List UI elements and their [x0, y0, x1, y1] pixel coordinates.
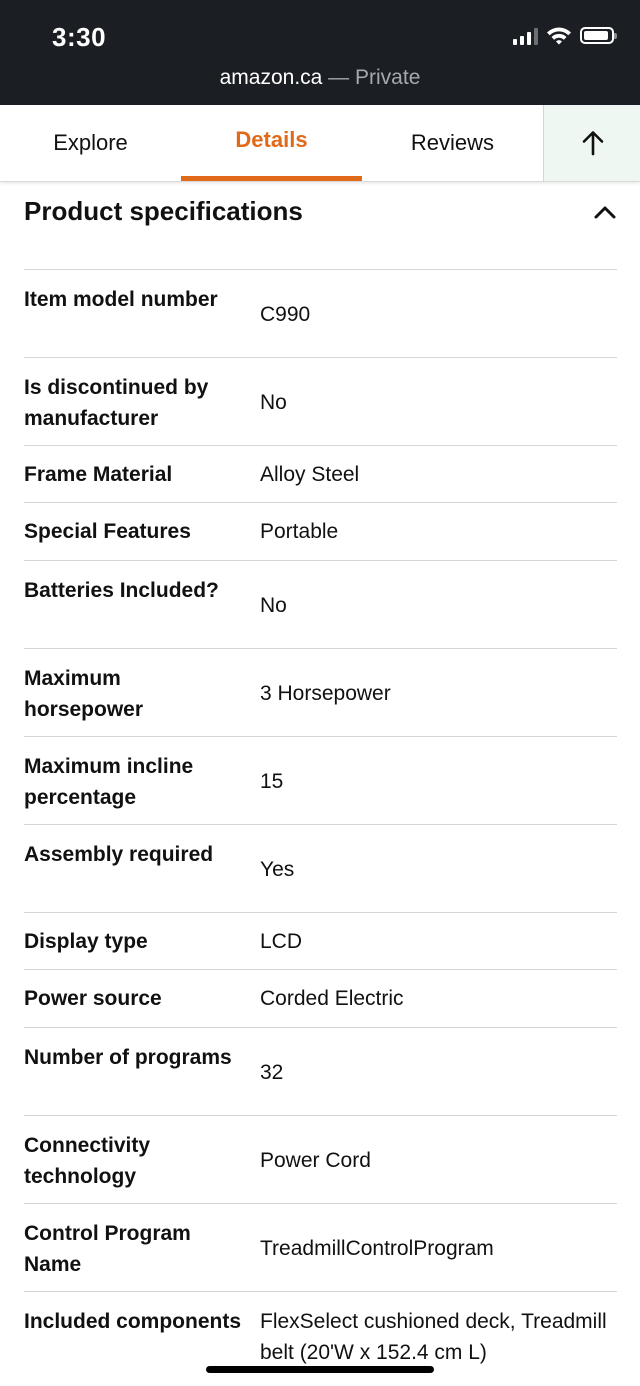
- details-tab-bar: [0, 105, 640, 182]
- scroll-to-top-button[interactable]: [543, 105, 640, 181]
- spec-value: Yes: [260, 858, 295, 881]
- home-indicator: [206, 1366, 434, 1373]
- spec-name: Maximum horsepower: [24, 667, 144, 721]
- spec-value: Power Cord: [260, 1149, 371, 1172]
- url-host: amazon.ca: [219, 66, 323, 89]
- tab-details-label: Details: [235, 127, 308, 152]
- spec-row: [24, 648, 617, 736]
- spec-name: Included components: [24, 1310, 242, 1333]
- url-separator: —: [322, 66, 356, 89]
- spec-name: Special Features: [24, 520, 191, 543]
- status-icons: [513, 26, 614, 45]
- spec-value: Portable: [260, 520, 339, 543]
- spec-row: [24, 502, 617, 560]
- chevron-up-icon[interactable]: [593, 203, 617, 221]
- spec-name: Assembly required: [24, 843, 214, 866]
- battery-icon: [580, 27, 614, 44]
- spec-name: Is discontinued by manufacturer: [24, 376, 209, 430]
- spec-value: Alloy Steel: [260, 463, 360, 486]
- spec-name: Control Program Name: [24, 1222, 191, 1276]
- spec-name: Batteries Included?: [24, 579, 219, 602]
- spec-name: Number of programs: [24, 1046, 232, 1069]
- spec-value: No: [260, 391, 287, 414]
- spec-value: No: [260, 594, 287, 617]
- spec-row: [24, 1027, 617, 1115]
- spec-row: [24, 912, 617, 969]
- spec-value: Corded Electric: [260, 987, 404, 1010]
- spec-name: Display type: [24, 930, 148, 953]
- spec-row: [24, 969, 617, 1027]
- url-line[interactable]: [0, 66, 640, 90]
- spec-row: [24, 269, 617, 357]
- spec-value: 15: [260, 770, 284, 793]
- spec-row: [24, 736, 617, 824]
- spec-value: LCD: [260, 930, 303, 953]
- spec-row: [24, 357, 617, 445]
- spec-name: Connectivity technology: [24, 1134, 151, 1188]
- spec-value: TreadmillControlProgram: [260, 1237, 494, 1260]
- spec-name: Maximum incline percentage: [24, 755, 194, 809]
- spec-row: [24, 1203, 617, 1291]
- section-title: Product specifications: [24, 196, 303, 226]
- spec-value: C990: [260, 303, 311, 326]
- status-time: 3:30: [52, 22, 107, 52]
- arrow-up-icon: [582, 130, 604, 156]
- active-tab-underline: [181, 176, 362, 181]
- spec-value: FlexSelect cushioned deck, Treadmill belt (20'W x 152.4 cm L): [260, 1310, 607, 1364]
- tab-reviews[interactable]: Reviews: [410, 130, 495, 155]
- signal-icon: [513, 27, 538, 45]
- spec-row: [24, 1115, 617, 1203]
- spec-name: Item model number: [24, 288, 218, 311]
- tab-details[interactable]: [181, 105, 362, 181]
- spec-value: 3 Horsepower: [260, 682, 391, 705]
- browser-top-bar: [0, 0, 640, 105]
- tab-explore[interactable]: Explore: [53, 130, 128, 155]
- spec-value: 32: [260, 1061, 284, 1084]
- spec-name: Power source: [24, 987, 162, 1010]
- spec-table: [24, 269, 617, 1385]
- spec-name: Frame Material: [24, 463, 173, 486]
- spec-row: [24, 445, 617, 502]
- private-label: Private: [355, 66, 421, 89]
- spec-row: [24, 560, 617, 648]
- spec-row: [24, 824, 617, 912]
- wifi-icon: [546, 26, 572, 45]
